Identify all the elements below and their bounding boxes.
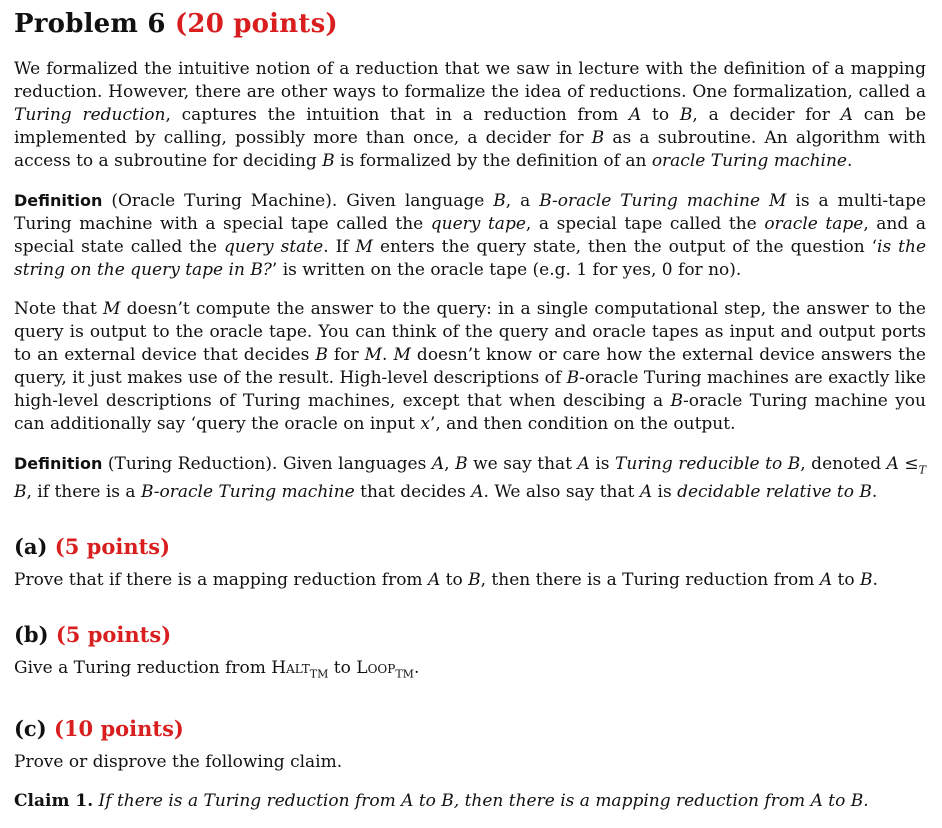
problem-page [14,0,926,813]
part-a-heading: (a) (5 points) [14,534,171,560]
claim-1 [14,790,926,813]
intro-paragraph: We formalized the intuitive notion of a reduction that we saw in lecture with the definition of a mapping reduction. However, there are other ways to formalize the idea of reductions. One formalization, called a Turing reduction, captures the intuition that in a reduction from A to B, a decider for A can be implemented by calling, possibly more than once, a decider for B as a subroutine. An algorithm with access to a subroutine for deciding B is formalized by the definition of an oracle Turing machine. [14,59,927,171]
problem-label: Problem 6 [14,9,166,39]
definition-oracle-tm: Definition (Oracle Turing Machine). Given language B, a B-oracle Turing machine M is a multi-tape Turing machine with a special tape called the query tape, a special tape called the oracle tape, and a special state called the query state. If M enters the query state, then the output of the question ‘is the string on the query tape in B?’ is written on the oracle tape (e.g. 1 for yes, 0 for no). [14,191,927,280]
definition-label: Definition [14,191,103,210]
part-b-heading: (b) (5 points) [14,622,172,648]
problem-title [14,6,926,42]
claim-text: If there is a Turing reduction from A to B, then there is a mapping reduction from A to B. [98,790,869,811]
claim-label: Claim 1. [14,790,94,811]
part-a-text: Prove that if there is a mapping reduction from A to B, then there is a Turing reduction from A to B. [14,570,878,591]
problem-points: (20 points) [174,9,338,39]
note-paragraph: Note that M doesn’t compute the answer to the query: in a single computational step, the answer to the query is output to the oracle tape. You can think of the query and oracle tapes as input and output ports to an external device that decides B for M. M doesn’t know or care how the external device answers the query, it just makes use of the result. High-level descriptions of B-oracle Turing machines are exactly like high-level descriptions of Turing machines, except that when descibing a B-oracle Turing machine you can additionally say ‘query the oracle on input x’, and then condition on the output. [14,299,926,434]
definition-label: Definition [14,454,103,473]
part-c-heading: (c) (10 points) [14,715,184,741]
part-c-text: Prove or disprove the following claim. [14,751,343,772]
definition-turing-reduction: Definition (Turing Reduction). Given languages A, B we say that A is Turing reducible to B, denoted $A \le_T$ B, if there is a B-oracle Turing machine that decides A. We also say that A is decidable relative to B. [14,454,927,503]
part-b-text: Give a Turing reduction from Halt$_{TM}$ to Loop$_{TM}$. [14,658,420,681]
